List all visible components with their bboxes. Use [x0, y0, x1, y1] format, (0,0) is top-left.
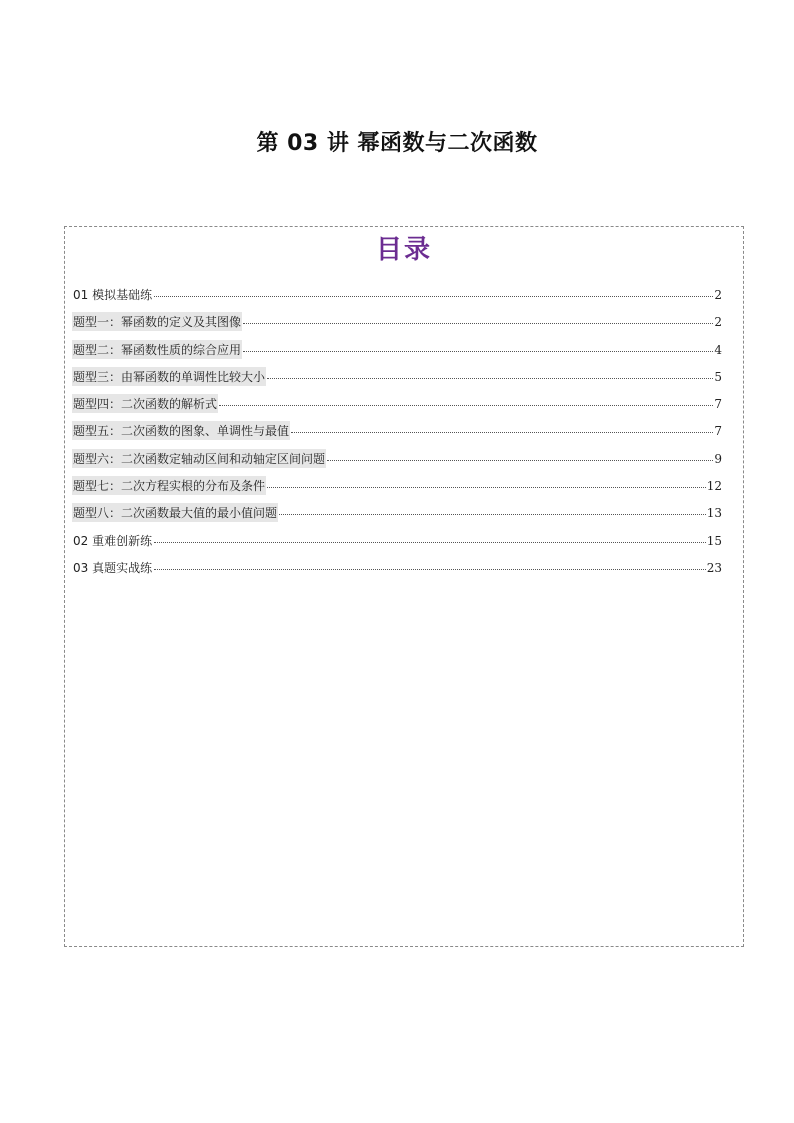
toc-entry[interactable]	[72, 421, 722, 448]
toc-entry-page[interactable]: 12	[706, 479, 722, 494]
toc-entry[interactable]	[72, 340, 722, 367]
toc-entry-page[interactable]: 7	[714, 397, 722, 412]
toc-entry[interactable]	[72, 394, 722, 421]
toc-entry[interactable]	[72, 367, 722, 394]
toc-dot-leader	[219, 405, 713, 406]
toc-dot-leader	[243, 351, 713, 352]
page-title: 第 03 讲 幂函数与二次函数	[256, 131, 538, 156]
toc-entry-page[interactable]: 4	[714, 342, 722, 357]
toc-entry-label[interactable]: 题型六：二次函数定轴动区间和动轴定区间问题	[72, 449, 326, 468]
toc-entry[interactable]	[72, 531, 722, 558]
toc-heading: 目录	[375, 235, 432, 265]
toc-entry-label[interactable]: 题型一：幂函数的定义及其图像	[72, 312, 242, 331]
toc-dot-leader	[279, 514, 706, 515]
toc-entry-page[interactable]: 5	[714, 369, 722, 384]
toc-dot-leader	[243, 323, 713, 324]
toc-entry-label[interactable]: 03 真题实战练	[73, 560, 153, 575]
toc-entry-label[interactable]: 题型七：二次方程实根的分布及条件	[72, 476, 266, 495]
toc-entry-label[interactable]: 题型四：二次函数的解析式	[72, 394, 218, 413]
table-of-contents	[64, 226, 744, 947]
toc-entry-label[interactable]: 题型八：二次函数最大值的最小值问题	[72, 503, 278, 522]
toc-entry[interactable]	[72, 285, 722, 312]
toc-entry-page[interactable]: 23	[706, 560, 722, 575]
toc-dot-leader	[291, 432, 713, 433]
toc-dot-leader	[154, 296, 713, 297]
toc-dot-leader	[154, 569, 706, 570]
toc-entry-page[interactable]: 9	[714, 451, 722, 466]
toc-entry-page[interactable]: 2	[714, 315, 722, 330]
toc-entry[interactable]	[72, 476, 722, 503]
toc-dot-leader	[267, 487, 706, 488]
toc-entry-label[interactable]: 题型五：二次函数的图象、单调性与最值	[72, 421, 290, 440]
toc-entry[interactable]	[72, 558, 722, 585]
toc-entry-page[interactable]: 7	[714, 424, 722, 439]
toc-entry-page[interactable]: 13	[706, 506, 722, 521]
toc-entry-page[interactable]: 2	[714, 288, 722, 302]
toc-entry[interactable]	[72, 449, 722, 476]
toc-dot-leader	[267, 378, 713, 379]
toc-entry-page[interactable]: 15	[706, 533, 722, 548]
toc-entry-label[interactable]: 02 重难创新练	[73, 533, 153, 548]
toc-entry[interactable]	[72, 503, 722, 530]
toc-list	[72, 285, 722, 585]
toc-entry-label[interactable]: 题型三：由幂函数的单调性比较大小	[72, 367, 266, 386]
toc-entry-label[interactable]: 01 模拟基础练	[73, 288, 153, 302]
toc-entry[interactable]	[72, 312, 722, 339]
toc-dot-leader	[327, 460, 713, 461]
toc-entry-label[interactable]: 题型二：幂函数性质的综合应用	[72, 340, 242, 359]
toc-dot-leader	[154, 542, 706, 543]
